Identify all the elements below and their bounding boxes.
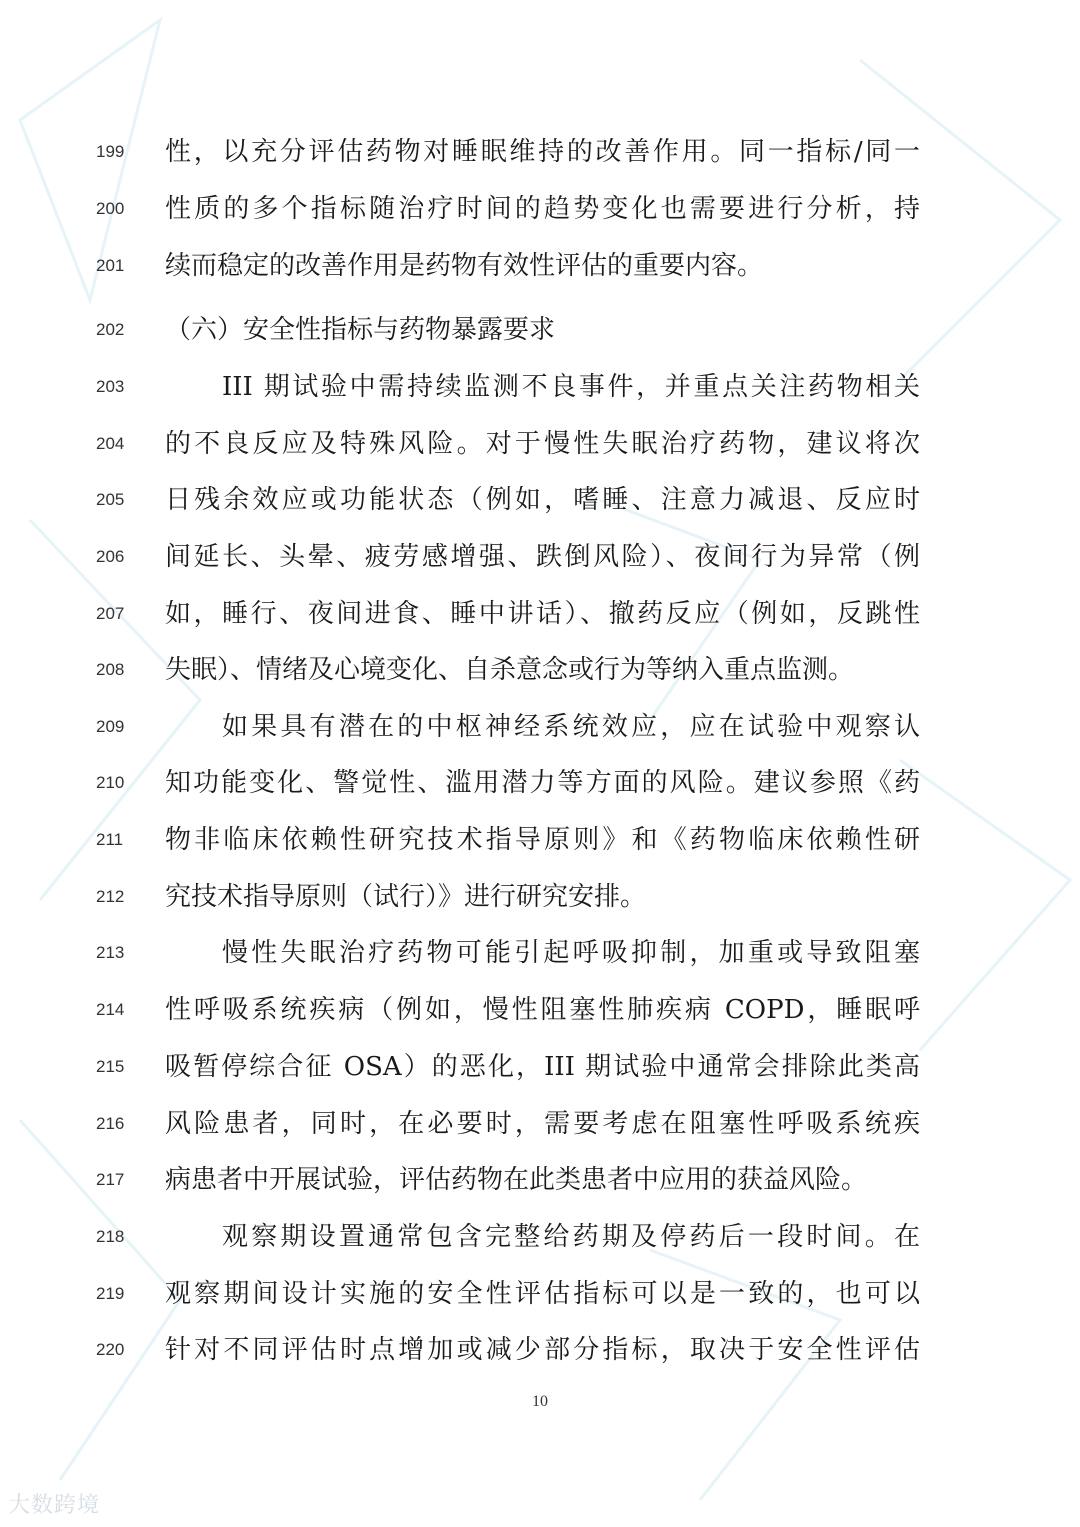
line-text: 性，以充分评估药物对睡眠维持的改善作用。同一指标/同一 xyxy=(165,137,920,167)
document-line xyxy=(0,933,1080,973)
line-number: 212 xyxy=(96,887,125,906)
line-text: 续而稳定的改善作用是药物有效性评估的重要内容。 xyxy=(165,251,764,281)
line-number: 202 xyxy=(96,320,125,339)
line-number: 216 xyxy=(96,1114,125,1133)
document-line xyxy=(0,650,1080,690)
document-line xyxy=(0,310,1080,350)
line-text: 性质的多个指标随治疗时间的趋势变化也需要进行分析，持 xyxy=(165,194,920,224)
page-number: 10 xyxy=(532,1393,548,1410)
line-text: 观察期设置通常包含完整给药期及停药后一段时间。在 xyxy=(222,1222,920,1252)
line-number: 209 xyxy=(96,717,125,736)
line-number: 219 xyxy=(96,1284,125,1303)
line-text: 风险患者，同时，在必要时，需要考虑在阻塞性呼吸系统疾 xyxy=(165,1109,920,1139)
document-line xyxy=(0,1160,1080,1200)
document-line xyxy=(0,1104,1080,1144)
line-text: 病患者中开展试验，评估药物在此类患者中应用的获益风险。 xyxy=(165,1165,868,1195)
document-line xyxy=(0,1330,1080,1370)
line-number: 217 xyxy=(96,1170,125,1189)
line-text: 性呼吸系统疾病（例如，慢性阻塞性肺疾病 COPD，睡眠呼 xyxy=(165,995,920,1025)
document-line xyxy=(0,763,1080,803)
line-text: 的不良反应及特殊风险。对于慢性失眠治疗药物，建议将次 xyxy=(165,429,920,459)
line-number: 218 xyxy=(96,1227,125,1246)
line-number: 206 xyxy=(96,547,125,566)
document-line xyxy=(0,480,1080,520)
section-heading: （六）安全性指标与药物暴露要求 xyxy=(165,315,556,345)
document-line xyxy=(0,707,1080,747)
line-text: 慢性失眠治疗药物可能引起呼吸抑制，加重或导致阻塞 xyxy=(222,938,920,968)
line-number: 203 xyxy=(96,377,125,396)
document-line xyxy=(0,990,1080,1030)
line-number: 204 xyxy=(96,434,125,453)
line-number: 207 xyxy=(96,604,125,623)
line-text: 究技术指导原则（试行）》进行研究安排。 xyxy=(165,882,647,912)
line-number: 208 xyxy=(96,660,125,679)
document-line xyxy=(0,1274,1080,1314)
line-text: 物非临床依赖性研究技术指导原则》和《药物临床依赖性研 xyxy=(165,825,920,855)
document-line xyxy=(0,877,1080,917)
document-line xyxy=(0,367,1080,407)
document-line xyxy=(0,424,1080,464)
document-line xyxy=(0,189,1080,229)
document-line xyxy=(0,1217,1080,1257)
line-text: 失眠）、情绪及心境变化、自杀意念或行为等纳入重点监测。 xyxy=(165,655,855,685)
document-line xyxy=(0,132,1080,172)
watermark-logo: 大数跨境 xyxy=(8,1493,101,1518)
line-number: 220 xyxy=(96,1340,125,1359)
document-line xyxy=(0,820,1080,860)
document-line xyxy=(0,537,1080,577)
line-number: 213 xyxy=(96,943,125,962)
line-text: 日残余效应或功能状态（例如，嗜睡、注意力减退、反应时 xyxy=(165,485,920,515)
line-text: 间延长、头晕、疲劳感增强、跌倒风险）、夜间行为异常（例 xyxy=(165,542,920,572)
line-number: 205 xyxy=(96,490,125,509)
line-number: 214 xyxy=(96,1000,125,1019)
line-number: 199 xyxy=(96,142,125,161)
line-text: 知功能变化、警觉性、滥用潜力等方面的风险。建议参照《药 xyxy=(165,768,920,798)
line-text: 如，睡行、夜间进食、睡中讲话）、撤药反应（例如，反跳性 xyxy=(165,599,920,629)
document-line xyxy=(0,1047,1080,1087)
line-number: 201 xyxy=(96,256,125,275)
line-text: 吸暂停综合征 OSA）的恶化，III 期试验中通常会排除此类高 xyxy=(165,1052,920,1082)
line-number: 215 xyxy=(96,1057,125,1076)
line-text: 如果具有潜在的中枢神经系统效应，应在试验中观察认 xyxy=(222,712,920,742)
line-text: 观察期间设计实施的安全性评估指标可以是一致的，也可以 xyxy=(165,1279,920,1309)
line-text: 针对不同评估时点增加或减少部分指标，取决于安全性评估 xyxy=(165,1335,920,1365)
line-number: 211 xyxy=(96,830,124,849)
line-number: 210 xyxy=(96,773,125,792)
line-number: 200 xyxy=(96,199,125,218)
line-text: III 期试验中需持续监测不良事件，并重点关注药物相关 xyxy=(222,372,920,402)
document-line xyxy=(0,246,1080,286)
document-line xyxy=(0,594,1080,634)
